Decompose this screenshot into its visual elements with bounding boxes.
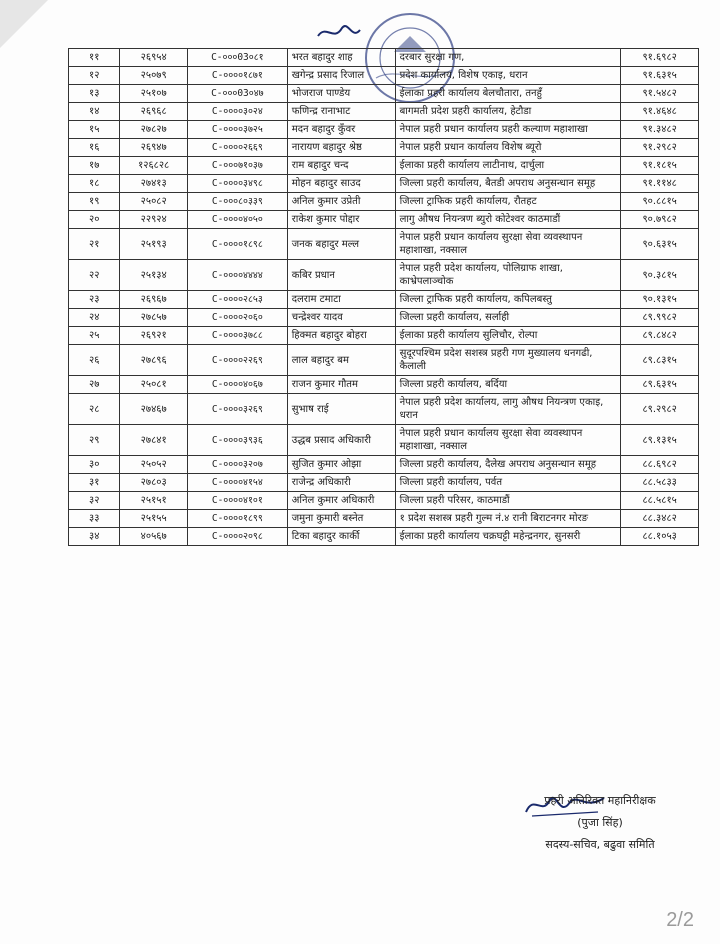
office-cell: जिल्ला प्रहरी कार्यालय, दैलेख अपराध अनुसन्धान समूह: [395, 456, 621, 474]
code-cell: C-००००२८५३: [187, 291, 287, 309]
office-cell: ईलाका प्रहरी कार्यालय सुलिचौर, रोल्पा: [395, 327, 621, 345]
serial-number-cell: २८: [69, 394, 120, 425]
office-cell: नेपाल प्रहरी प्रदेश कार्यालय, पोलिग्राफ शाखा, काभ्रेपलाञ्चोक: [395, 260, 621, 291]
score-cell: ८९.१३१५: [621, 425, 699, 456]
code-cell: C-००००१८९९: [187, 510, 287, 528]
serial-number-cell: १८: [69, 175, 120, 193]
name-cell: सुभाष राई: [287, 394, 395, 425]
name-cell: भरत बहादुर शाह: [287, 49, 395, 67]
record-number-cell: २६९६८: [120, 103, 188, 121]
code-cell: C-००००२०९८: [187, 528, 287, 546]
table-row: [69, 345, 699, 376]
table-row: [69, 67, 699, 85]
office-cell: प्रदेश कार्यालय, विशेष एकाइ, धरान: [395, 67, 621, 85]
table-row: [69, 211, 699, 229]
office-cell: जिल्ला प्रहरी कार्यालय, सर्लाही: [395, 309, 621, 327]
code-cell: C-०००03०४७: [187, 85, 287, 103]
serial-number-cell: ११: [69, 49, 120, 67]
code-cell: C-००००१८९८: [187, 229, 287, 260]
record-number-cell: २७८२७: [120, 121, 188, 139]
code-cell: C-०००03०८१: [187, 49, 287, 67]
office-cell: नेपाल प्रहरी प्रधान कार्यालय प्रहरी कल्याण महाशाखा: [395, 121, 621, 139]
serial-number-cell: २७: [69, 376, 120, 394]
record-number-cell: २६९६७: [120, 291, 188, 309]
serial-number-cell: १२: [69, 67, 120, 85]
record-number-cell: २६९२१: [120, 327, 188, 345]
record-number-cell: २५१९३: [120, 229, 188, 260]
table-row: [69, 291, 699, 309]
name-cell: राजेन्द्र अधिकारी: [287, 474, 395, 492]
table-row: [69, 394, 699, 425]
serial-number-cell: २५: [69, 327, 120, 345]
table-row: [69, 229, 699, 260]
serial-number-cell: १९: [69, 193, 120, 211]
serial-number-cell: २३: [69, 291, 120, 309]
office-cell: ईलाका प्रहरी कार्यालय लाटीनाथ, दार्चुला: [395, 157, 621, 175]
name-cell: जमुना कुमारी बस्नेत: [287, 510, 395, 528]
record-number-cell: २५०८१: [120, 376, 188, 394]
table-row: [69, 510, 699, 528]
record-number-cell: २५०७९: [120, 67, 188, 85]
table-row: [69, 49, 699, 67]
record-number-cell: २७८९६: [120, 345, 188, 376]
serial-number-cell: १७: [69, 157, 120, 175]
serial-number-cell: १३: [69, 85, 120, 103]
record-number-cell: २७४६७: [120, 394, 188, 425]
record-number-cell: २६९४७: [120, 139, 188, 157]
score-cell: ८९.६३१५: [621, 376, 699, 394]
office-cell: जिल्ला ट्राफिक प्रहरी कार्यालय, रौतहट: [395, 193, 621, 211]
table-row: [69, 157, 699, 175]
code-cell: C-००००४४४४: [187, 260, 287, 291]
page-fold-corner: [0, 0, 48, 48]
name-cell: दलराम टमाटा: [287, 291, 395, 309]
score-cell: ९०.३८१५: [621, 260, 699, 291]
serial-number-cell: ३०: [69, 456, 120, 474]
name-cell: सुजित कुमार ओझा: [287, 456, 395, 474]
score-cell: ९१.११४८: [621, 175, 699, 193]
record-number-cell: ४०५६७: [120, 528, 188, 546]
score-cell: ९१.४६४८: [621, 103, 699, 121]
record-number-cell: २५१०७: [120, 85, 188, 103]
table-row: [69, 121, 699, 139]
code-cell: C-००००१८७१: [187, 67, 287, 85]
code-cell: C-००००३२०७: [187, 456, 287, 474]
office-cell: १ प्रदेश सशस्त्र प्रहरी गुल्म नं.४ रानी बिराटनगर मोरङ: [395, 510, 621, 528]
code-cell: C-००००२२६९: [187, 345, 287, 376]
score-cell: ९०.६३१५: [621, 229, 699, 260]
record-number-cell: २५१५५: [120, 510, 188, 528]
record-number-cell: २२९२४: [120, 211, 188, 229]
name-cell: कबिर प्रधान: [287, 260, 395, 291]
score-cell: ९१.२९८२: [621, 139, 699, 157]
serial-number-cell: १५: [69, 121, 120, 139]
office-cell: जिल्ला प्रहरी कार्यालय, बैतडी अपराध अनुसन्धान समूह: [395, 175, 621, 193]
office-cell: लागु औषध नियन्त्रण ब्युरो कोटेश्वर काठमाडौं: [395, 211, 621, 229]
signature-block: [500, 790, 700, 856]
name-cell: राजन कुमार गौतम: [287, 376, 395, 394]
score-cell: ८९.२९८२: [621, 394, 699, 425]
name-cell: फणिन्द्र रानाभाट: [287, 103, 395, 121]
code-cell: C-००००४०६७: [187, 376, 287, 394]
score-cell: ९१.३४८२: [621, 121, 699, 139]
serial-number-cell: २२: [69, 260, 120, 291]
office-cell: जिल्ला ट्राफिक प्रहरी कार्यालय, कपिलबस्तु: [395, 291, 621, 309]
table-row: [69, 474, 699, 492]
table-row: [69, 456, 699, 474]
code-cell: C-००००४१०१: [187, 492, 287, 510]
record-number-cell: २६९५४: [120, 49, 188, 67]
score-cell: ९०.७९८२: [621, 211, 699, 229]
table-row: [69, 528, 699, 546]
table-row: [69, 193, 699, 211]
score-cell: ९१.६९८२: [621, 49, 699, 67]
serial-number-cell: २१: [69, 229, 120, 260]
table-row: [69, 175, 699, 193]
serial-number-cell: २६: [69, 345, 120, 376]
serial-number-cell: २०: [69, 211, 120, 229]
record-number-cell: २५१३४: [120, 260, 188, 291]
score-cell: ८८.३४८२: [621, 510, 699, 528]
office-cell: बागमती प्रदेश प्रहरी कार्यालय, हेटौडा: [395, 103, 621, 121]
serial-number-cell: ३३: [69, 510, 120, 528]
code-cell: C-०००७१०३७: [187, 157, 287, 175]
table-row: [69, 260, 699, 291]
record-number-cell: २७८०३: [120, 474, 188, 492]
code-cell: C-००००४१५४: [187, 474, 287, 492]
office-cell: जिल्ला प्रहरी परिसर, काठमाडौं: [395, 492, 621, 510]
score-cell: ९०.८८१५: [621, 193, 699, 211]
name-cell: जनक बहादुर मल्ल: [287, 229, 395, 260]
name-cell: अनिल कुमार उप्रेती: [287, 193, 395, 211]
table-row: [69, 327, 699, 345]
score-cell: ९१.१८१५: [621, 157, 699, 175]
score-cell: ८९.८४८२: [621, 327, 699, 345]
serial-number-cell: ३२: [69, 492, 120, 510]
signatory-role: सदस्य-सचिव, बढुवा समिति: [545, 838, 655, 851]
score-cell: ९१.६३१५: [621, 67, 699, 85]
score-cell: ८९.८३१५: [621, 345, 699, 376]
office-cell: दरबार सुरक्षा गण,: [395, 49, 621, 67]
name-cell: उद्धब प्रसाद अधिकारी: [287, 425, 395, 456]
record-number-cell: २७८४१: [120, 425, 188, 456]
office-cell: जिल्ला प्रहरी कार्यालय, बर्दिया: [395, 376, 621, 394]
code-cell: C-००००३७२५: [187, 121, 287, 139]
serial-number-cell: २९: [69, 425, 120, 456]
name-cell: नारायण बहादुर श्रेष्ठ: [287, 139, 395, 157]
code-cell: C-००००३४९८: [187, 175, 287, 193]
record-number-cell: २५१५१: [120, 492, 188, 510]
serial-number-cell: ३४: [69, 528, 120, 546]
code-cell: C-००००३२६९: [187, 394, 287, 425]
office-cell: सुदूरपश्चिम प्रदेश सशस्त्र प्रहरी गण मुख्यालय धनगढी, कैलाली: [395, 345, 621, 376]
name-cell: राम बहादुर चन्द: [287, 157, 395, 175]
table-row: [69, 103, 699, 121]
table-row: [69, 492, 699, 510]
code-cell: C-००००४०५०: [187, 211, 287, 229]
name-cell: भोजराज पाण्डेय: [287, 85, 395, 103]
score-cell: ८८.६९८२: [621, 456, 699, 474]
table-row: [69, 425, 699, 456]
score-cell: ९१.५४८२: [621, 85, 699, 103]
signatory-title: प्रहरी अतिरिक्त महानिरीक्षक: [544, 794, 656, 807]
office-cell: नेपाल प्रहरी प्रधान कार्यालय सुरक्षा सेवा व्यवस्थापन महाशाखा, नक्साल: [395, 229, 621, 260]
table-row: [69, 85, 699, 103]
table-row: [69, 139, 699, 157]
page-indicator: 2/2: [666, 909, 694, 931]
serial-number-cell: ३१: [69, 474, 120, 492]
score-cell: ८८.१०५३: [621, 528, 699, 546]
code-cell: C-०००८०३३९: [187, 193, 287, 211]
signatory-name: (पुजा सिंह): [577, 816, 623, 829]
record-number-cell: २५०५२: [120, 456, 188, 474]
record-number-cell: २७४१३: [120, 175, 188, 193]
score-cell: ८९.९९८२: [621, 309, 699, 327]
code-cell: C-००००२०६०: [187, 309, 287, 327]
score-cell: ९०.१३१५: [621, 291, 699, 309]
serial-number-cell: १६: [69, 139, 120, 157]
code-cell: C-००००२६६९: [187, 139, 287, 157]
serial-number-cell: १४: [69, 103, 120, 121]
code-cell: C-००००३७८८: [187, 327, 287, 345]
name-cell: टिका बहादुर कार्की: [287, 528, 395, 546]
name-cell: मोहन बहादुर साउद: [287, 175, 395, 193]
record-number-cell: २७८५७: [120, 309, 188, 327]
name-cell: लाल बहादुर बम: [287, 345, 395, 376]
name-cell: मदन बहादुर कुँवर: [287, 121, 395, 139]
score-cell: ८८.५८३३: [621, 474, 699, 492]
record-number-cell: २५०८२: [120, 193, 188, 211]
table-row: [69, 376, 699, 394]
name-cell: खगेन्द्र प्रसाद रिजाल: [287, 67, 395, 85]
office-cell: नेपाल प्रहरी प्रधान कार्यालय विशेष ब्यूरो: [395, 139, 621, 157]
records-table: [68, 48, 699, 546]
office-cell: नेपाल प्रहरी प्रधान कार्यालय सुरक्षा सेवा व्यवस्थापन महाशाखा, नक्साल: [395, 425, 621, 456]
name-cell: हिक्मत बहादुर बोहरा: [287, 327, 395, 345]
office-cell: ईलाका प्रहरी कार्यालय चक्रघट्टी महेन्द्रनगर, सुनसरी: [395, 528, 621, 546]
code-cell: C-००००३९३६: [187, 425, 287, 456]
name-cell: अनिल कुमार अधिकारी: [287, 492, 395, 510]
serial-number-cell: २४: [69, 309, 120, 327]
code-cell: C-००००३०२४: [187, 103, 287, 121]
name-cell: चन्द्रेश्वर यादव: [287, 309, 395, 327]
office-cell: नेपाल प्रहरी प्रदेश कार्यालय, लागु औषध नियन्त्रण एकाइ, धरान: [395, 394, 621, 425]
office-cell: ईलाका प्रहरी कार्यालय बेलचौतारा, तनहुँ: [395, 85, 621, 103]
score-cell: ८८.५८१५: [621, 492, 699, 510]
name-cell: राकेश कुमार पोद्दार: [287, 211, 395, 229]
office-cell: जिल्ला प्रहरी कार्यालय, पर्वत: [395, 474, 621, 492]
record-number-cell: १२६८२८: [120, 157, 188, 175]
table-row: [69, 309, 699, 327]
